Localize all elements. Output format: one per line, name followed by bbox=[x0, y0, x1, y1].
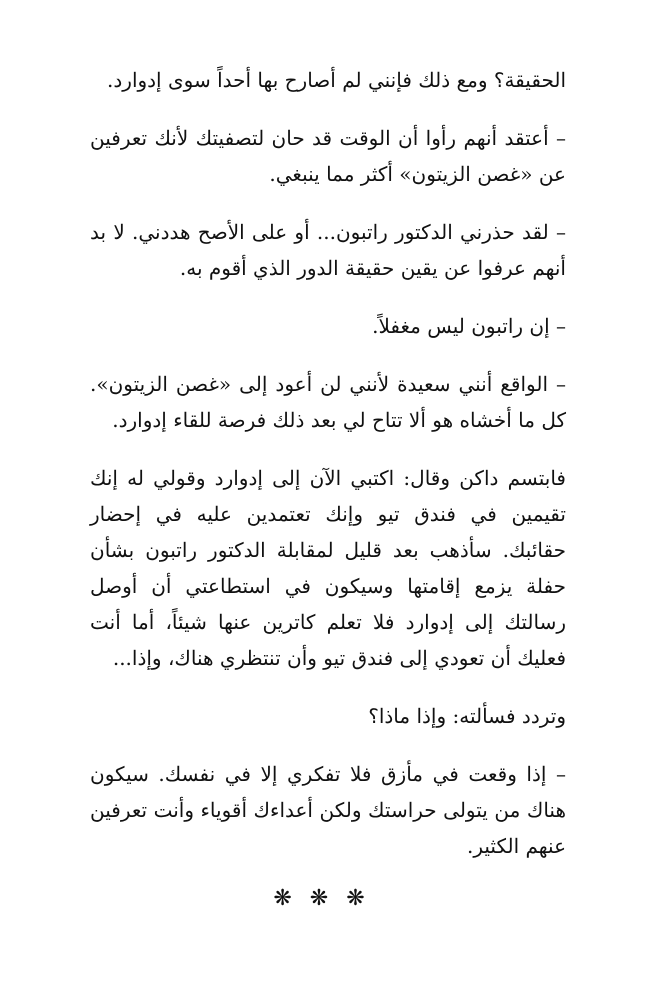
paragraph-1: الحقيقة؟ ومع ذلك فإنني لم أصارح بها أحداً سوى إدوارد. bbox=[107, 68, 566, 92]
paragraph-6: فابتسم داكن وقال: اكتبي الآن إلى إدوارد وقولي له إنك تقيمين في فندق تيو وإنك تعتمدين عليه في إحضار حقائبك. سأذهب بعد قليل لمقابلة الدكتور راتبون بشأن حفلة يزمع إقامتها وسيكون في استطاعتي أن أوصل رسالتك إلى إدوارد فلا تعلم كاترين عنها شيئاً، أما أنت فعليك أن تعودي إلى فندق تيو وأن تنتظري هناك، وإذا... bbox=[90, 466, 566, 670]
paragraph-5: – الواقع أنني سعيدة لأنني لن أعود إلى «غصن الزيتون». كل ما أخشاه هو ألا تتاح لي بعد ذلك فرصة للقاء إدوارد. bbox=[90, 372, 566, 432]
book-page bbox=[90, 62, 566, 911]
paragraph-3: – لقد حذرني الدكتور راتبون... أو على الأصح هددني. لا بد أنهم عرفوا عن يقين حقيقة الدور الذي أقوم به. bbox=[90, 220, 566, 280]
paragraph-2: – أعتقد أنهم رأوا أن الوقت قد حان لتصفيتك لأنك تعرفين عن «غصن الزيتون» أكثر مما ينبغي. bbox=[90, 126, 566, 186]
section-separator: ❋❋❋ bbox=[273, 886, 383, 911]
paragraph-7: وتردد فسألته: وإذا ماذا؟ bbox=[368, 704, 566, 728]
paragraph-4: – إن راتبون ليس مغفلاً. bbox=[372, 314, 566, 338]
paragraph-8: – إذا وقعت في مأزق فلا تفكري إلا في نفسك. سيكون هناك من يتولى حراستك ولكن أعداءك أقوياء وأنت تعرفين عنهم الكثير. bbox=[90, 762, 566, 858]
